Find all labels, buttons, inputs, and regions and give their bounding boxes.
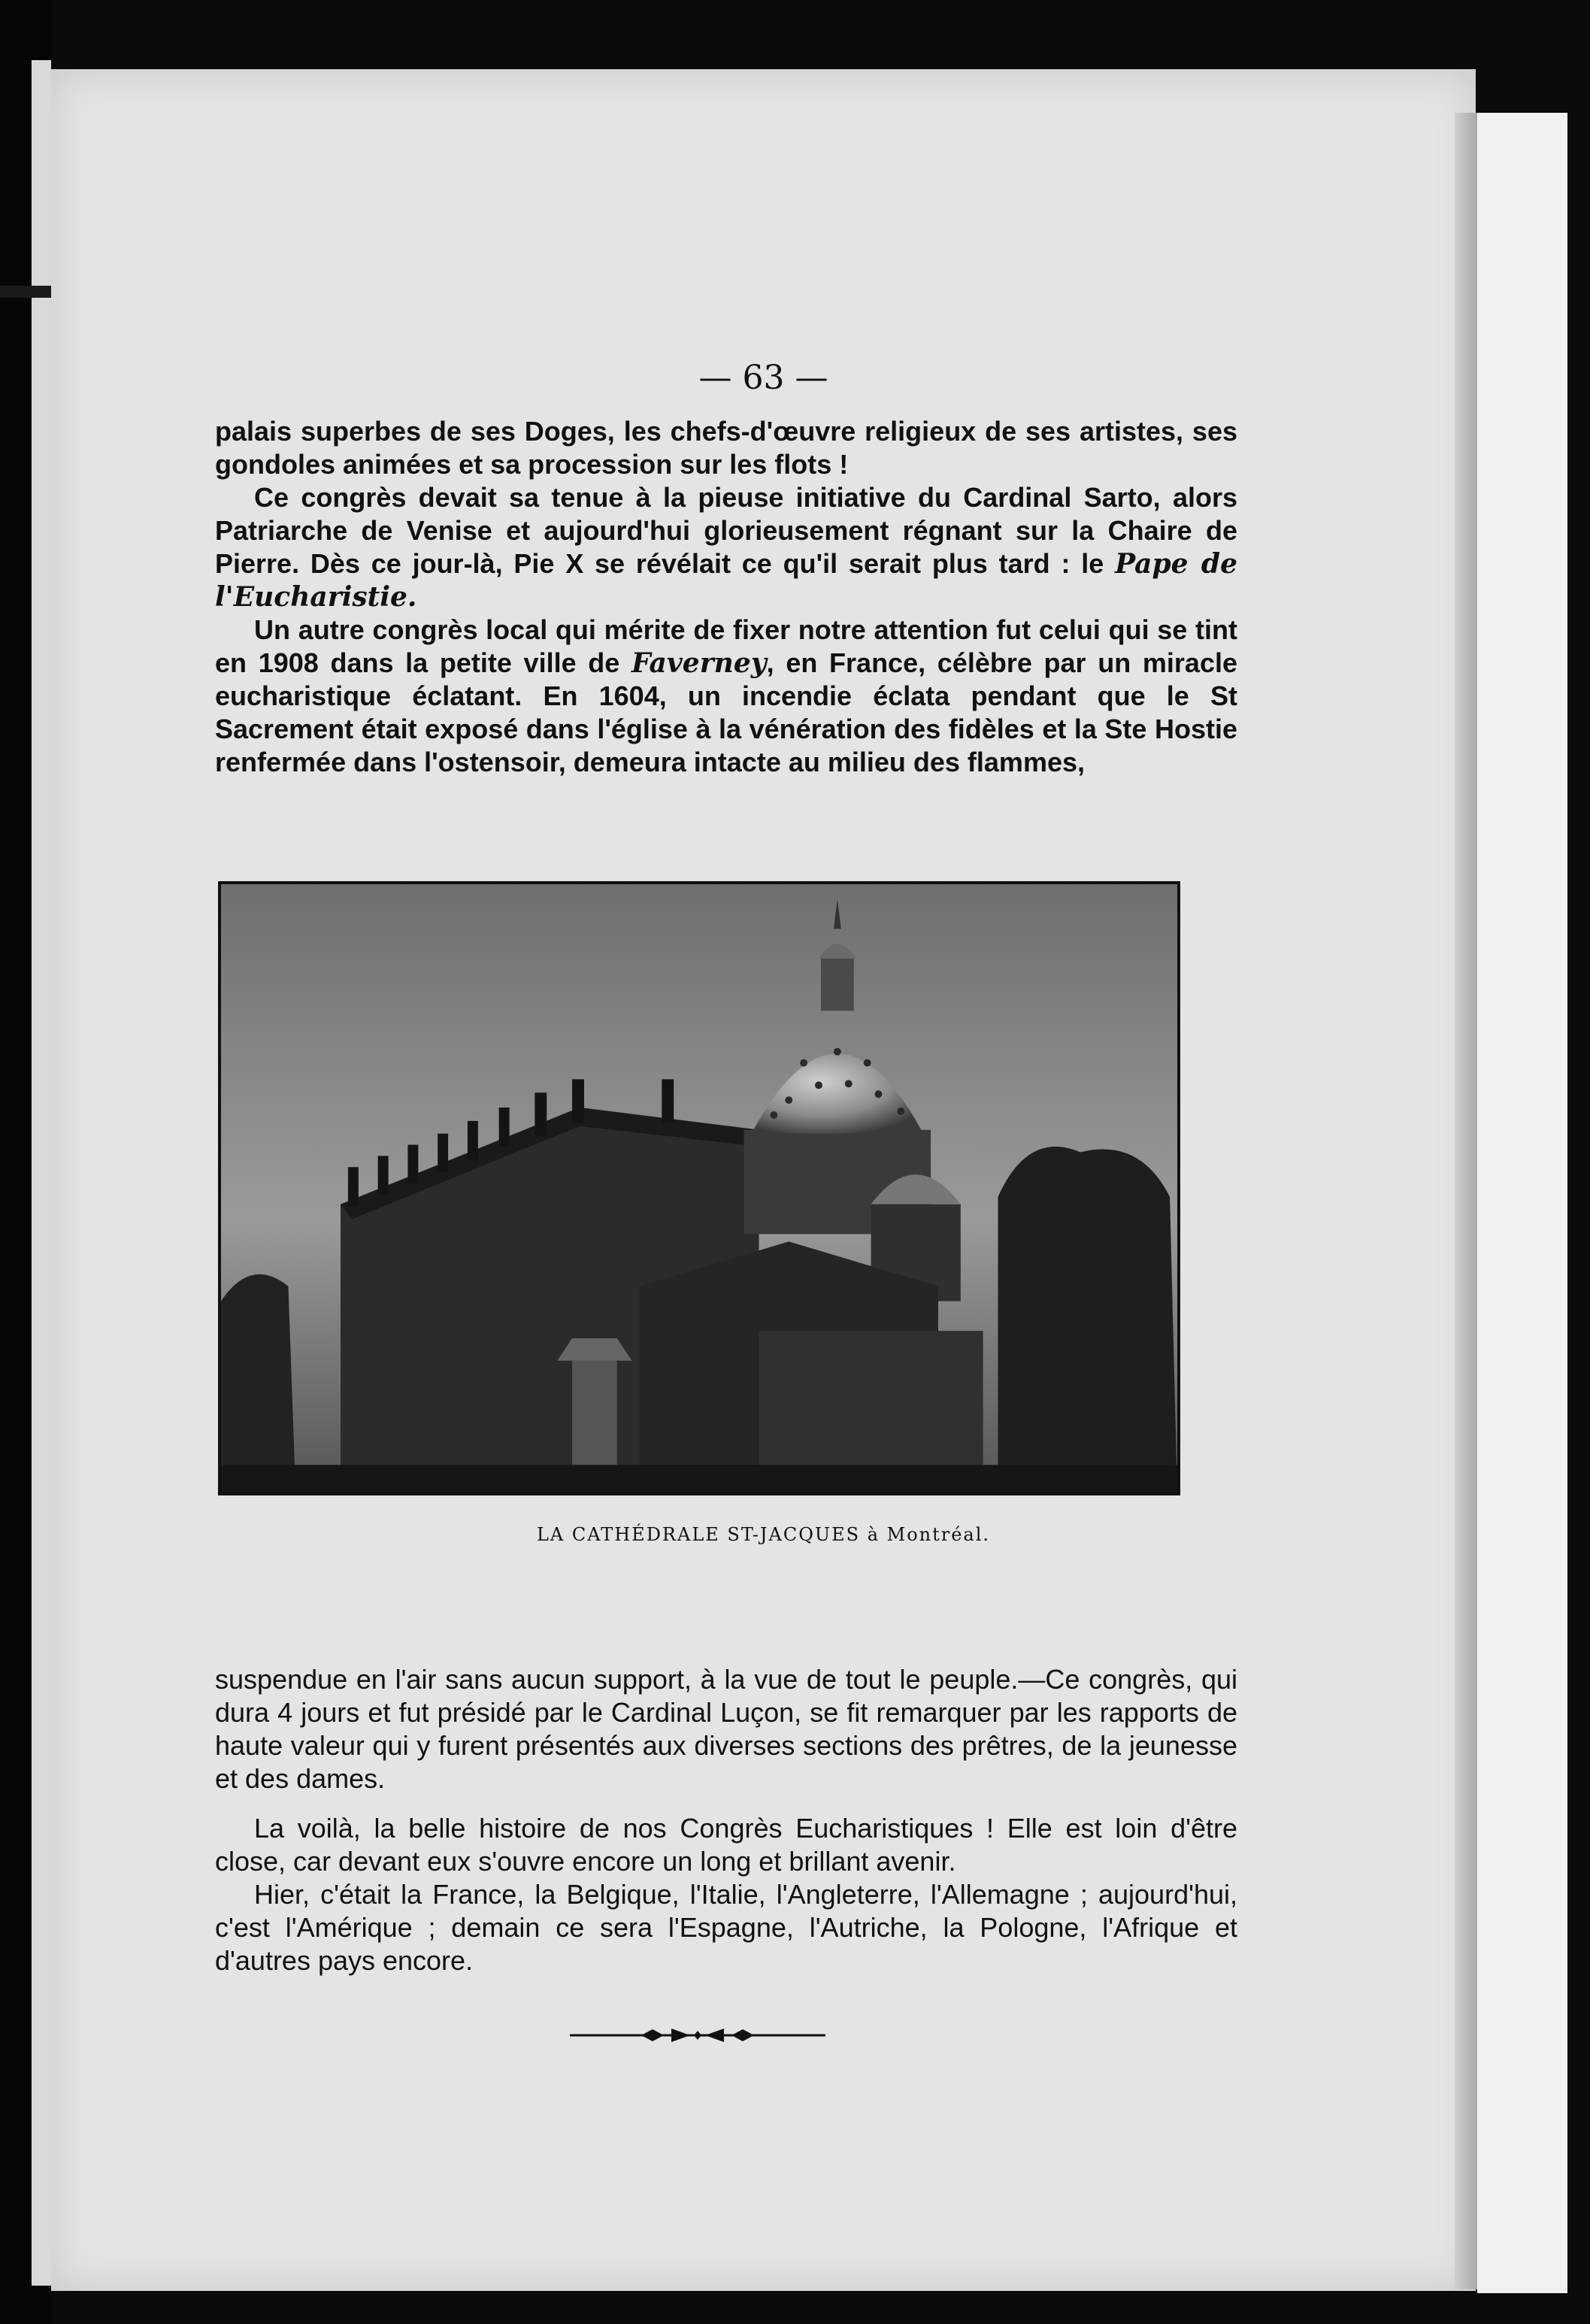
- paragraph: palais superbes de ses Doges, les chefs-d'œuvre religieux de ses artistes, ses gondoles animées et sa procession sur les flots !: [215, 416, 1237, 480]
- photo-caption: LA CATHÉDRALE ST-JACQUES à Montréal.: [536, 1524, 991, 1545]
- cathedral-illustration: [221, 884, 1177, 1492]
- next-page-edge: [1477, 113, 1567, 2293]
- book-page: [51, 69, 1476, 2291]
- paragraph: Hier, c'était la France, la Belgique, l'Italie, l'Angleterre, l'Allemagne ; aujourd'hui, c'est l'Amérique ; demain ce sera l'Espagne, l'Autriche, la Pologne, l'Afrique et d'autres pays encore.: [215, 1879, 1237, 1976]
- paragraph: Ce congrès devait sa tenue à la pieuse initiative du Cardinal Sarto, alors Patriarche de Venise et aujourd'hui glorieusement régnant sur la Chaire de Pierre. Dès ce jour-là, Pie X se révélait ce qu'il serait plus tard : le Pape de l'Eucharistie.: [215, 482, 1237, 613]
- italic-title: Pape de l'Eucharistie.: [215, 548, 1237, 613]
- page-fold-shadow: [1455, 113, 1477, 2289]
- adjacent-page-edge: [32, 60, 51, 2286]
- paragraph: Un autre congrès local qui mérite de fixer notre attention fut celui qui se tint en 1908 dans la petite ville de Faverney, en France, célèbre par un miracle eucharistique éclatant. En 1604, un incendie éclata pendant que le St Sacrement était exposé dans l'église à la vénération des fidèles et la Ste Hostie renfermée dans l'ostensoir, demeura intacte au milieu des flammes,: [215, 614, 1237, 777]
- scan-right-border: [1567, 0, 1590, 2324]
- paragraph: suspendue en l'air sans aucun support, à la vue de tout le peuple.—Ce congrès, qui dura 4 jours et fut présidé par le Cardinal Luçon, se fit remarquer par les rapports de haute valeur qui y furent présentés aux diverses sections des prêtres, de la jeunesse et des dames.: [215, 1664, 1237, 1794]
- cathedral-photo: [218, 881, 1180, 1495]
- body-text-bottom: [215, 1663, 1237, 1977]
- page-number: — 63 —: [698, 359, 828, 397]
- paragraph: La voilà, la belle histoire de nos Congrès Eucharistiques ! Elle est loin d'être close, car devant eux s'ouvre encore un long et brillant avenir.: [215, 1813, 1237, 1877]
- ornament-divider: [570, 2024, 825, 2047]
- body-text-top: [215, 415, 1237, 779]
- italic-place: Faverney: [631, 647, 767, 679]
